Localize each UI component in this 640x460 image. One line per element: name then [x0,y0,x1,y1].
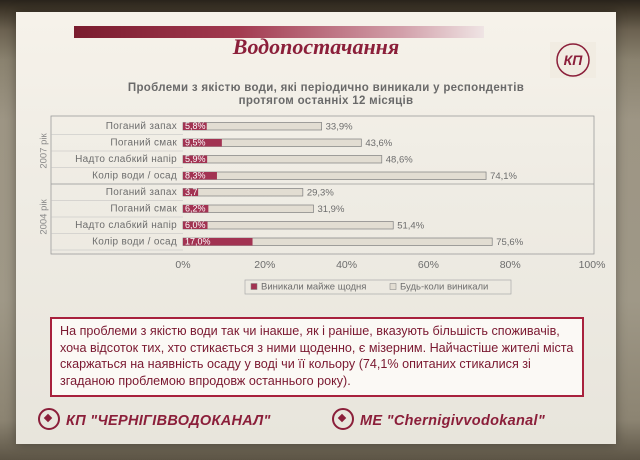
legend-swatch [251,284,257,290]
slide-title: Водопостачання [232,34,400,59]
data-label-ever: 75,6% [496,236,524,248]
company-logo [550,42,596,78]
category-label: Колір води / осад [92,170,177,182]
bar-ever [183,222,393,230]
category-label: Поганий смак [110,203,177,215]
category-label: Поганий смак [110,137,177,149]
data-label-ever: 31,9% [317,203,345,215]
group-label: 2004 рік [38,199,50,235]
group-label: 2007 рік [38,133,50,169]
bar-ever [183,156,382,164]
data-label-ever: 33,9% [325,121,353,133]
legend-label: Виникали майже щодня [261,281,367,293]
data-label-daily: 6,0% [185,220,206,231]
footer-org-eng [332,410,545,432]
x-tick-label: 20% [254,259,276,271]
chart-subtitle-line1: Проблеми з якістю води, які періодично виникали у респондентів [127,82,525,94]
data-label-ever: 51,4% [397,220,425,232]
stacked-bar-chart [16,112,616,312]
summary-note-box [50,317,584,397]
chart-subtitle-line2: протягом останніх 12 місяців [238,95,414,107]
data-label-daily: 17,0% [185,236,211,247]
data-label-ever: 43,6% [365,137,393,149]
summary-note-text: На проблеми з якістю води так чи інакше, як і раніше, вказують більшість споживачів, хоча відсоток тих, хто стикається з ними щоденно, є мізерним. Найчастіше жителі міста скаржаться на наявність осаду у воді чи її кольору (74,1% опитаних стикалися зі згаданою проблемою впродовж останнього року). [60,324,574,388]
data-label-ever: 29,3% [306,187,334,199]
presentation-slide [16,12,616,444]
chart-subtitle [76,82,576,108]
x-tick-label: 80% [499,259,521,271]
legend-swatch [390,284,396,290]
category-label: Поганий запах [105,120,177,132]
data-label-daily: 6,2% [185,203,206,214]
x-tick-label: 60% [417,259,439,271]
diamond-badge-icon [332,408,354,430]
legend-label: Будь-коли виникали [400,281,489,293]
data-label-ever: 74,1% [490,170,518,182]
x-tick-label: 0% [175,259,191,271]
footer-org-ukr-text: КП "ЧЕРНІГІВВОДОКАНАЛ" [66,412,271,429]
bar-ever [183,189,303,197]
bar-ever [183,172,486,180]
data-label-daily: 5,9% [185,154,206,165]
category-label: Колір води / осад [92,236,177,248]
category-label: Поганий запах [105,186,177,198]
x-tick-label: 40% [336,259,358,271]
footer-org-ukr [38,410,271,432]
data-label-daily: 8,3% [185,170,206,181]
category-label: Надто слабкий напір [75,219,177,231]
data-label-daily: 9,5% [185,137,206,148]
category-label: Надто слабкий напір [75,153,177,165]
x-tick-label: 100% [578,259,606,271]
footer-org-eng-text: МЕ "Chernigivvodokanal" [360,412,546,429]
data-label-daily: 5,8% [185,121,206,132]
logo-text: КП [563,52,583,68]
data-label-daily: 3,7 [185,187,198,198]
diamond-badge-icon [38,408,60,430]
data-label-ever: 48,6% [385,154,413,166]
